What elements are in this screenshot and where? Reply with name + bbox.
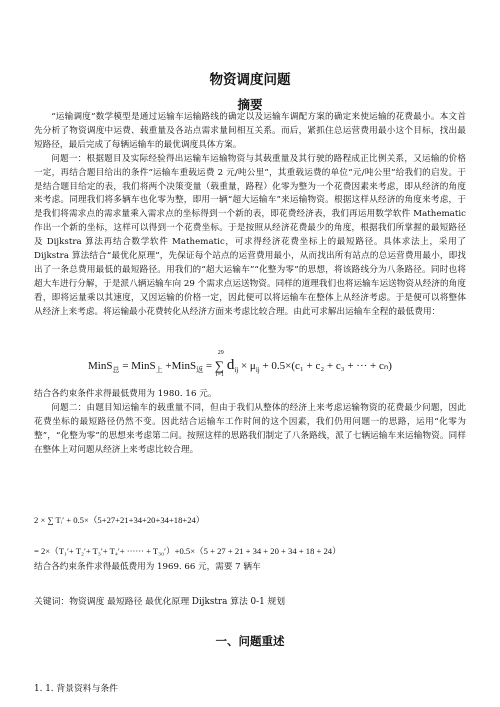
abstract-paragraph-2: 问题一：根据题目及实际经验得出运输车运输物资与其载重量及其行驶的路程成正比例关系，又运输的价格一定，再结合题目给出的条件“运输车重载运费 2 元/吨公里”，其重载运费的单位“元/吨公里”给我们的启发。于是结合题目给定的表，我们将两个决策变量（载重量，路程）化零为整为一个花费因素来考虑，即从经济的角度来考虑。同理我们将多辆车也化零为整，即用一辆“超大运输车”来运输物资。根据这样从经济的角度来考虑，于是我们将需求点的需求量乘入需求点的坐标得到一个新的表，即花费经济表，我们再运用数学软件 Mathematic 作出一个新的坐标，这样可以得到一个花费坐标。于是按照从经济花费最少的角度，根据我们所掌握的最短路径及 Dijkstra 算法再结合数学软件 Mathematic，可求得经济花费坐标上的最短路径。具体求法上，采用了 Dijkstra 算法结合“最优化原理”，先保证每个站点的运营费用最小，从而找出所有站点的总运营费用最小，即找出了一条总费用最低的最短路径。用我们的“超大运输车”“化整为零”的思想，将该路线分为八条路径。同时也将超大车进行分解，于是派八辆运输车向 29 个需求点运送物资。同样的道理我们也将运输车运送物资从经济的角度看，即将运量乘以其速度，又因运输的价格一定，因此便可以将运输车在整体上从经济考虑。于是便可以将整体从经济上来考虑。将运输最小花费转化从经济方面来考虑比较合理。由此可求解出运输车全程的最低费用： — [34, 153, 466, 317]
section-heading: 一、问题重述 — [215, 634, 285, 648]
result-two: 结合各约束条件求得最低费用为 1969. 66 元，需要 7 辆车 — [34, 562, 261, 572]
formula-two-line-2: = 2×（T₁′+ T₂′+ T₃′+ T₄′+ ······ + T₃₀′）+0.5×（5 + 27 + 21 + 34 + 20 + 34 + 18 + 24） — [34, 546, 341, 556]
abstract-body — [34, 111, 466, 320]
result-one: 结合各约束条件求得最低费用为 1980. 16 元。 — [34, 389, 217, 399]
keywords: 关键词：物资调度 最短路径 最优化原理 Dijkstra 算法 0-1 规划 — [34, 597, 286, 607]
abstract-heading: 摘要 — [237, 97, 263, 112]
problem-two-paragraph: 问题二：由题目知运输车的载重量不同，但由于我们从整体的经济上来考虑运输物资的花费最少问题，因此花费坐标的最短路径仍然不变。因此结合运输车工作时间的这个因素，我们仍用问题一的思路，运用“化零为整”，“化整为零”的思想来考虑第二问。按照这样的思路我们制定了八条路线，派了七辆运输车来运输物资。同样在整体上对问题从经济上来考虑比较合理。 — [34, 402, 466, 455]
formula-two-line-1: 2 × ∑ Tᵢ′ + 0.5×（5+27+21+34+20+34+18+24） — [34, 515, 205, 525]
formula-min-cost: MinS$_总$ = MinS$_上$ +MinS$_返$ = ∑ 29 i=1 $d_{ij} \times \mu_{ij} + 0.5\times(c_1 + c_2 + c_3$ + ··· + cₙ) — [88, 350, 392, 379]
abstract-paragraph-1: “运输调度”数学模型是通过运输车运输路线的确定以及运输车调配方案的确定来使运输的花费最小。本文首先分析了物资调度中运费、载重量及各站点需求量间相互关系。而后，紧抓住总运营费用最小这个目标，找出最短路径，最后完成了每辆运输车的最优调度具体方案。 — [34, 112, 466, 150]
problem-two-block — [34, 388, 466, 458]
paper-title: 物资调度问题 — [209, 72, 291, 88]
sum-symbol: ∑ 29 i=1 — [214, 350, 225, 379]
subsection-heading: 1. 1. 背景资料与条件 — [34, 684, 118, 694]
